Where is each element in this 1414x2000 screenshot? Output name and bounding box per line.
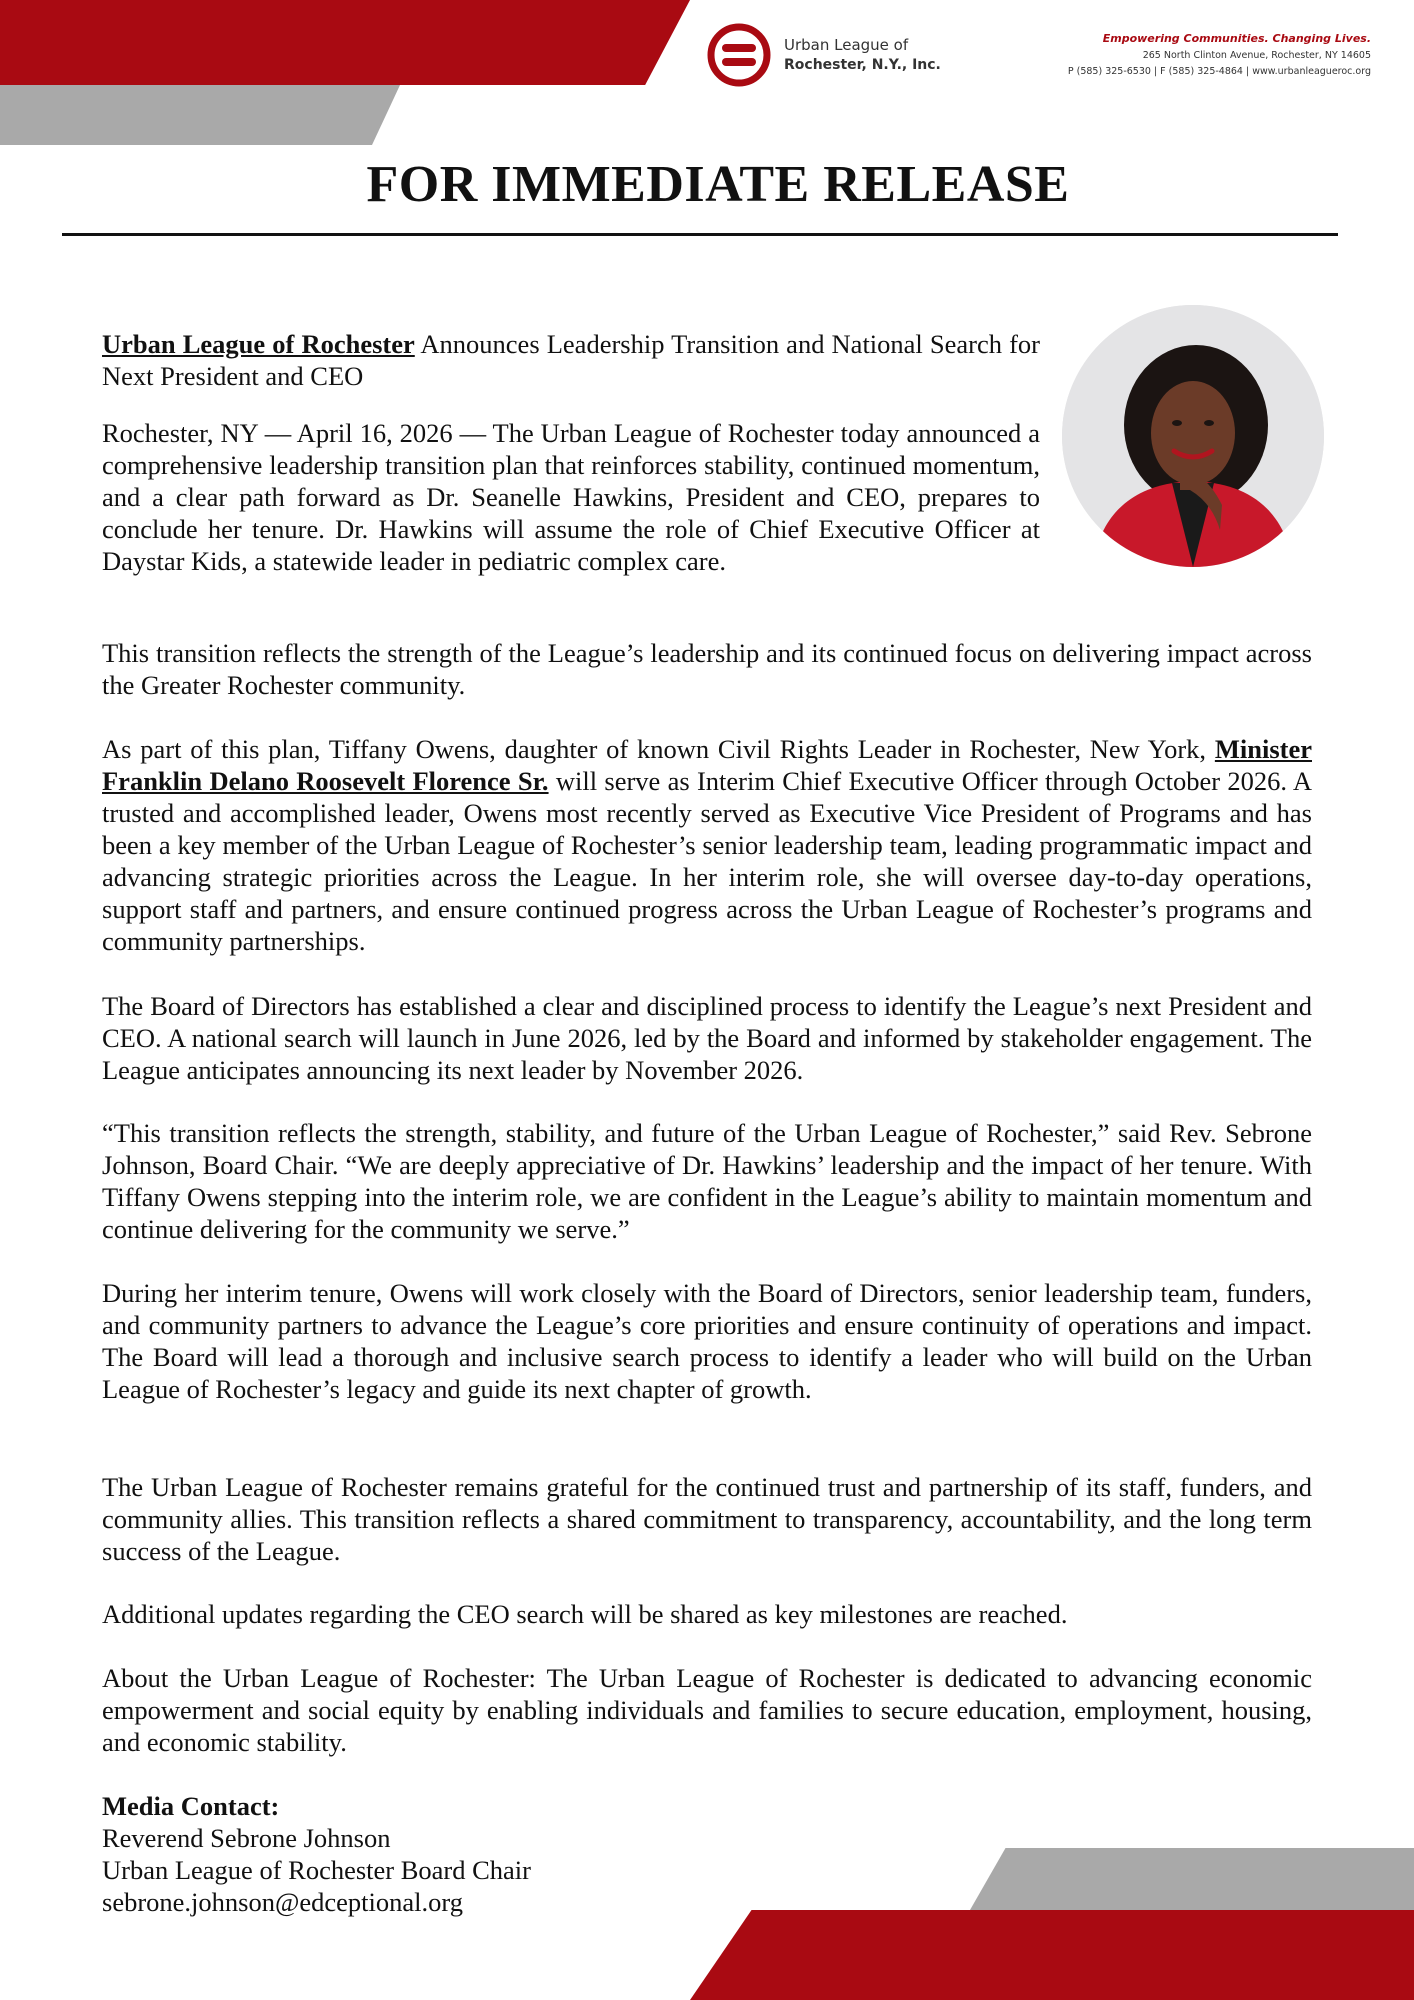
paragraph-search-process: The Board of Directors has established a clear and disciplined process to identify the League’s next President and CEO. A national search will launch in June 2026, led by the Board and informed by stakeholder engagement. The League anticipates announcing its next leader by November 2026.	[102, 991, 1312, 1085]
paragraph-about: About the Urban League of Rochester: The Urban League of Rochester is dedicated to advancing economic empowerment and social equity by enabling individuals and families to secure education, employment, housing, and economic stability.	[102, 1663, 1312, 1757]
paragraph-interim-tenure: During her interim tenure, Owens will work closely with the Board of Directors, senior leadership team, funders, and community partners to advance the League’s core priorities and ensure continuity of operations and impact. The Board will lead a thorough and inclusive search process to identify a leader who will build on the Urban League of Rochester’s legacy and guide its next chapter of growth.	[102, 1278, 1312, 1404]
title-divider	[62, 233, 1338, 236]
paragraph-announcement: Rochester, NY — April 16, 2026 — The Urban League of Rochester today announced a comprehensive leadership transition plan that reinforces stability, continued momentum, and a clear path forward as Dr. Seanelle Hawkins, President and CEO, prepares to conclude her tenure. Dr. Hawkins will assume the role of Chief Executive Officer at Daystar Kids, a statewide leader in pediatric complex care.	[102, 418, 1040, 576]
headline	[102, 328, 1040, 392]
page-title: FOR IMMEDIATE RELEASE	[366, 156, 1070, 213]
media-contact	[102, 1790, 1312, 1918]
paragraph-board-quote: “This transition reflects the strength, stability, and future of the Urban League of Rochester,” said Rev. Sebrone Johnson, Board Chair. “We are deeply appreciative of Dr. Hawkins’ leadership and the impact of her tenure. With Tiffany Owens stepping into the interim role, we are confident in the League’s ability to maintain momentum and continue delivering for the community we serve.”	[102, 1118, 1312, 1244]
org-link[interactable]: Urban League of Rochester	[102, 329, 415, 359]
headline-text: Announces Leadership Transition and National Search for Next President and CEO	[102, 329, 1040, 391]
org-name-line1: Urban League of	[784, 36, 909, 54]
phone-fax-website: P (585) 325-6530 | F (585) 325-4864 | www.urbanleagueroc.org	[1067, 66, 1371, 77]
contact-email[interactable]: sebrone.johnson@edceptional.org	[102, 1887, 463, 1917]
paragraph-transition: This transition reflects the strength of the League’s leadership and its continued focus on delivering impact across the Greater Rochester community.	[102, 638, 1312, 700]
minister-florence-link[interactable]: Minister Franklin Delano Roosevelt Florence Sr.	[102, 734, 1312, 796]
tagline: Empowering Communities. Changing Lives.	[1102, 32, 1371, 45]
media-contact-label: Media Contact:	[102, 1791, 280, 1821]
header-gray-band	[0, 85, 400, 145]
organization-logo	[706, 22, 941, 88]
paragraph-interim-ceo	[102, 733, 1312, 957]
paragraph-updates: Additional updates regarding the CEO search will be shared as key milestones are reached.	[102, 1599, 1068, 1629]
paragraph-text: As part of this plan, Tiffany Owens, daughter of known Civil Rights Leader in Rochester, New York,	[102, 734, 1215, 764]
footer-red-band	[690, 1910, 1414, 2000]
letterhead-contact	[1068, 32, 1371, 77]
urban-league-equals-logo-icon	[706, 22, 772, 88]
paragraph-gratitude: The Urban League of Rochester remains grateful for the continued trust and partnership of its staff, funders, and community allies. This transition reflects a shared commitment to transparency, accountability, and the long term success of the League.	[102, 1472, 1312, 1566]
contact-role: Urban League of Rochester Board Chair	[102, 1855, 531, 1885]
contact-name: Reverend Sebrone Johnson	[102, 1823, 391, 1853]
header-red-band	[0, 0, 690, 85]
address: 265 North Clinton Avenue, Rochester, NY 14605	[1142, 50, 1371, 61]
ceo-portrait-photo	[1062, 305, 1324, 567]
portrait-illustration	[1062, 305, 1324, 567]
paragraph-text: will serve as Interim Chief Executive Officer through October 2026. A trusted and accomplished leader, Owens most recently served as Executive Vice President of Programs and has been a key member of the Urban League of Rochester’s senior leadership team, leading programmatic impact and advancing strategic priorities across the League. In her interim role, she will oversee day-to-day operations, support staff and partners, and ensure continued progress across the Urban League of Rochester’s programs and community partnerships.	[102, 766, 1313, 956]
org-name-line2: Rochester, N.Y., Inc.	[784, 57, 941, 73]
